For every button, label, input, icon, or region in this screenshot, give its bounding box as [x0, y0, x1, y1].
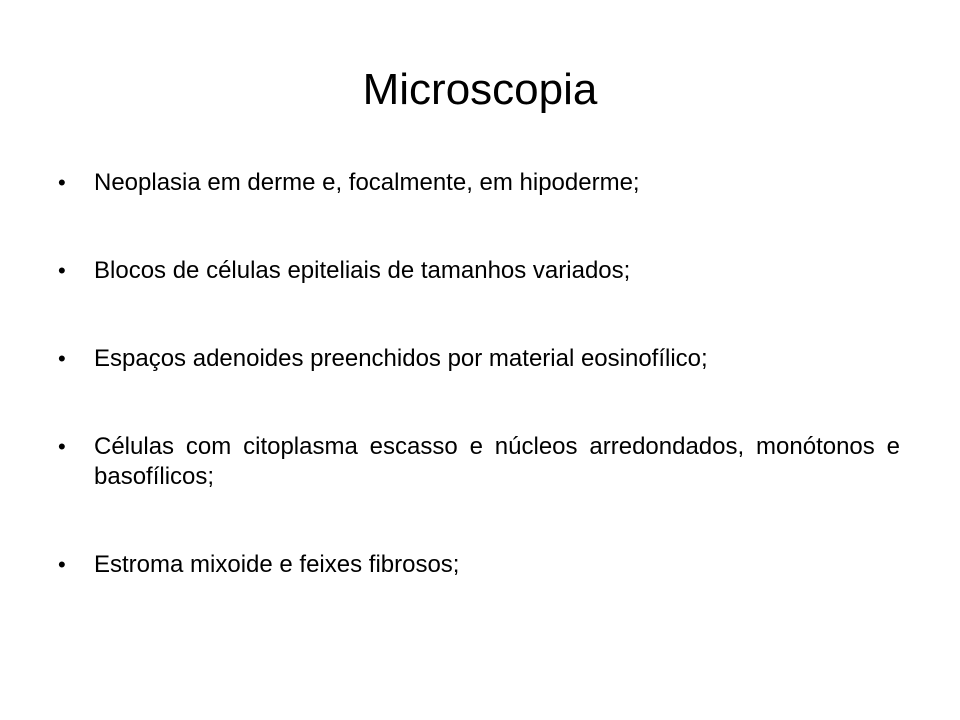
bullet-list: [58, 168, 900, 638]
bullet-item: [58, 432, 900, 492]
bullet-text: Espaços adenoides preenchidos por material eosinofílico;: [94, 345, 708, 372]
bullet-dot-icon: •: [58, 346, 66, 371]
bullet-text: Estroma mixoide e feixes fibrosos;: [94, 551, 460, 578]
slide-title: Microscopia: [362, 65, 598, 114]
bullet-item: [58, 168, 900, 198]
bullet-item: [58, 550, 900, 580]
bullet-text: Células com citoplasma escasso e núcleos arredondados, monótonos e basofílicos;: [94, 433, 900, 490]
bullet-text: Neoplasia em derme e, focalmente, em hipoderme;: [94, 169, 640, 196]
bullet-dot-icon: •: [58, 258, 66, 283]
bullet-dot-icon: •: [58, 434, 66, 459]
bullet-item: [58, 256, 900, 286]
bullet-dot-icon: •: [58, 552, 66, 577]
bullet-item: [58, 344, 900, 374]
bullet-dot-icon: •: [58, 170, 66, 195]
bullet-text: Blocos de células epiteliais de tamanhos variados;: [94, 257, 631, 284]
